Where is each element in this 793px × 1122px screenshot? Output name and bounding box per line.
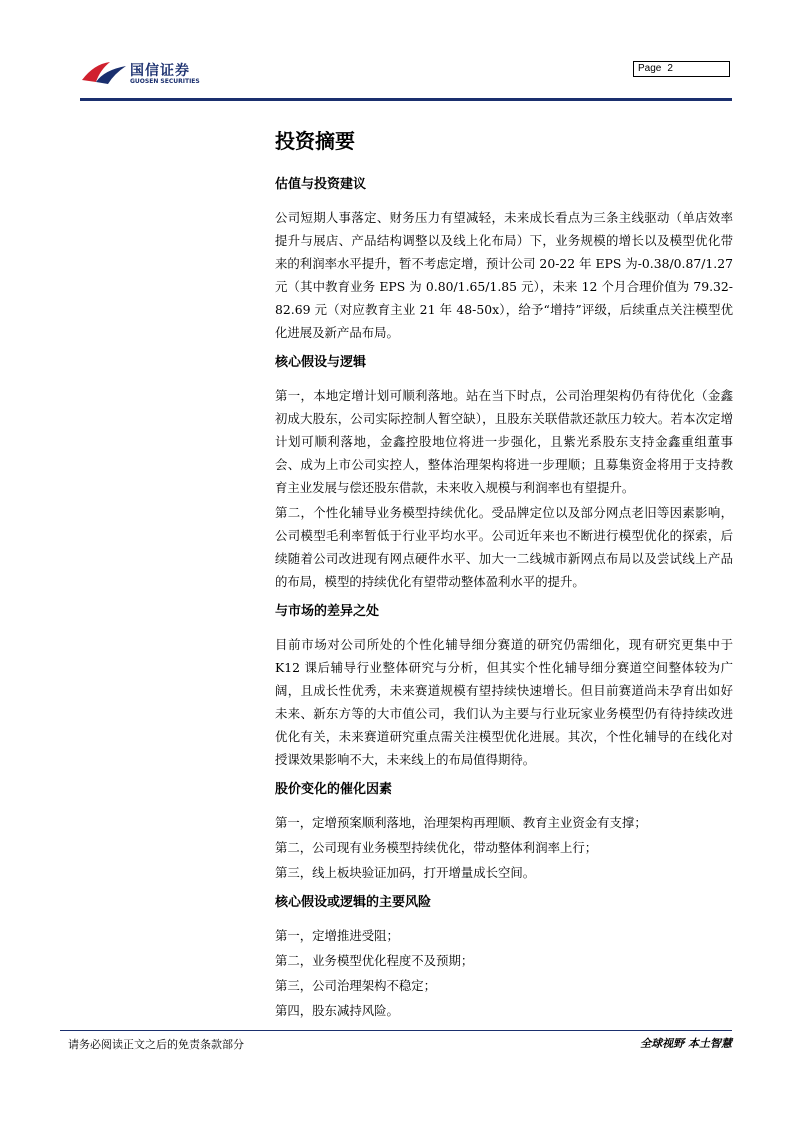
- section-heading: 与市场的差异之处: [275, 604, 380, 619]
- report-body: [275, 128, 733, 1032]
- section-paragraph: 第一，定增推进受阻；: [275, 928, 399, 943]
- section-paragraph: 第三，线上板块验证加码，打开增量成长空间。: [275, 865, 536, 880]
- section-paragraph: 公司短期人事落定、财务压力有望减轻，未来成长看点为三条主线驱动（单店效率提升与展店、产品结构调整以及线上化布局）下，业务规模的增长以及模型优化带来的利润率水平提升，暂不考虑定增，预计公司 20-22 年 EPS 为-0.38/0.87/1.27 元（其中教育业务 EPS 为 0.80/1.65/1.85 元），未来 12 个月合理价值为 79.32-82.69 元（对应教育主业 21 年 48-50x），给予“增持”评级，后续重点关注模型优化进展及新产品布局。: [275, 210, 733, 340]
- footer-disclaimer: 请务必阅读正文之后的免责条款部分: [68, 1038, 244, 1051]
- page-number-box: [633, 61, 730, 77]
- report-section: [275, 781, 733, 884]
- footer-divider: [60, 1030, 732, 1031]
- logo-english-text: GUOSEN SECURITIES: [130, 78, 200, 85]
- guosen-logo-mark-icon: [80, 60, 128, 86]
- section-heading: 核心假设与逻辑: [275, 355, 367, 370]
- report-section: [275, 354, 733, 593]
- guosen-logo: [80, 56, 210, 90]
- section-paragraph: 第二，业务模型优化程度不及预期；: [275, 953, 474, 968]
- section-paragraph: 第二，个性化辅导业务模型持续优化。受品牌定位以及部分网点老旧等因素影响，公司模型毛利率暂低于行业平均水平。公司近年来也不断进行模型优化的探索，后续随着公司改进现有网点硬件水平、加大一二线城市新网点布局以及尝试线上产品的布局，模型的持续优化有望带动整体盈利水平的提升。: [275, 505, 733, 589]
- logo-chinese-text: 国信证券: [130, 63, 190, 79]
- header-divider: [80, 98, 732, 101]
- footer-slogan: 全球视野 本土智慧: [640, 1037, 732, 1050]
- page-title: 投资摘要: [275, 129, 355, 153]
- report-section: [275, 176, 733, 344]
- section-heading: 股价变化的催化因素: [275, 782, 393, 797]
- page-label: Page: [638, 63, 662, 74]
- section-heading: 估值与投资建议: [275, 177, 367, 192]
- section-paragraph: 目前市场对公司所处的个性化辅导细分赛道的研究仍需细化，现有研究更集中于 K12 课后辅导行业整体研究与分析，但其实个性化辅导细分赛道空间整体较为广阔，且成长性优秀，未来赛道规模有望持续快速增长。但目前赛道尚未孕育出如好未来、新东方等的大市值公司，我们认为主要与行业玩家业务模型仍有待持续改进优化有关，未来赛道研究重点需关注模型优化进展。其次，个性化辅导的在线化对授课效果影响不大，未来线上的布局值得期待。: [275, 637, 733, 767]
- page-number: 2: [667, 63, 673, 74]
- section-paragraph: 第二，公司现有业务模型持续优化，带动整体利润率上行；: [275, 840, 598, 855]
- section-heading: 核心假设或逻辑的主要风险: [275, 895, 432, 910]
- section-paragraph: 第四，股东减持风险。: [275, 1003, 399, 1018]
- report-section: [275, 603, 733, 771]
- section-paragraph: 第三，公司治理架构不稳定；: [275, 978, 437, 993]
- report-section: [275, 894, 733, 1022]
- section-paragraph: 第一，定增预案顺利落地，治理架构再理顺、教育主业资金有支撑；: [275, 815, 647, 830]
- section-paragraph: 第一，本地定增计划可顺利落地。站在当下时点，公司治理架构仍有待优化（金鑫初成大股东，公司实际控制人暂空缺），且股东关联借款还款压力较大。若本次定增计划可顺利落地，金鑫控股地位将进一步强化，且紫光系股东支持金鑫重组董事会、成为上市公司实控人，整体治理架构将进一步理顺；且募集资金将用于支持教育主业发展与偿还股东借款，未来收入规模与利润率也有望提升。: [275, 388, 733, 495]
- page-header: [0, 0, 793, 100]
- section-list: [275, 176, 733, 1022]
